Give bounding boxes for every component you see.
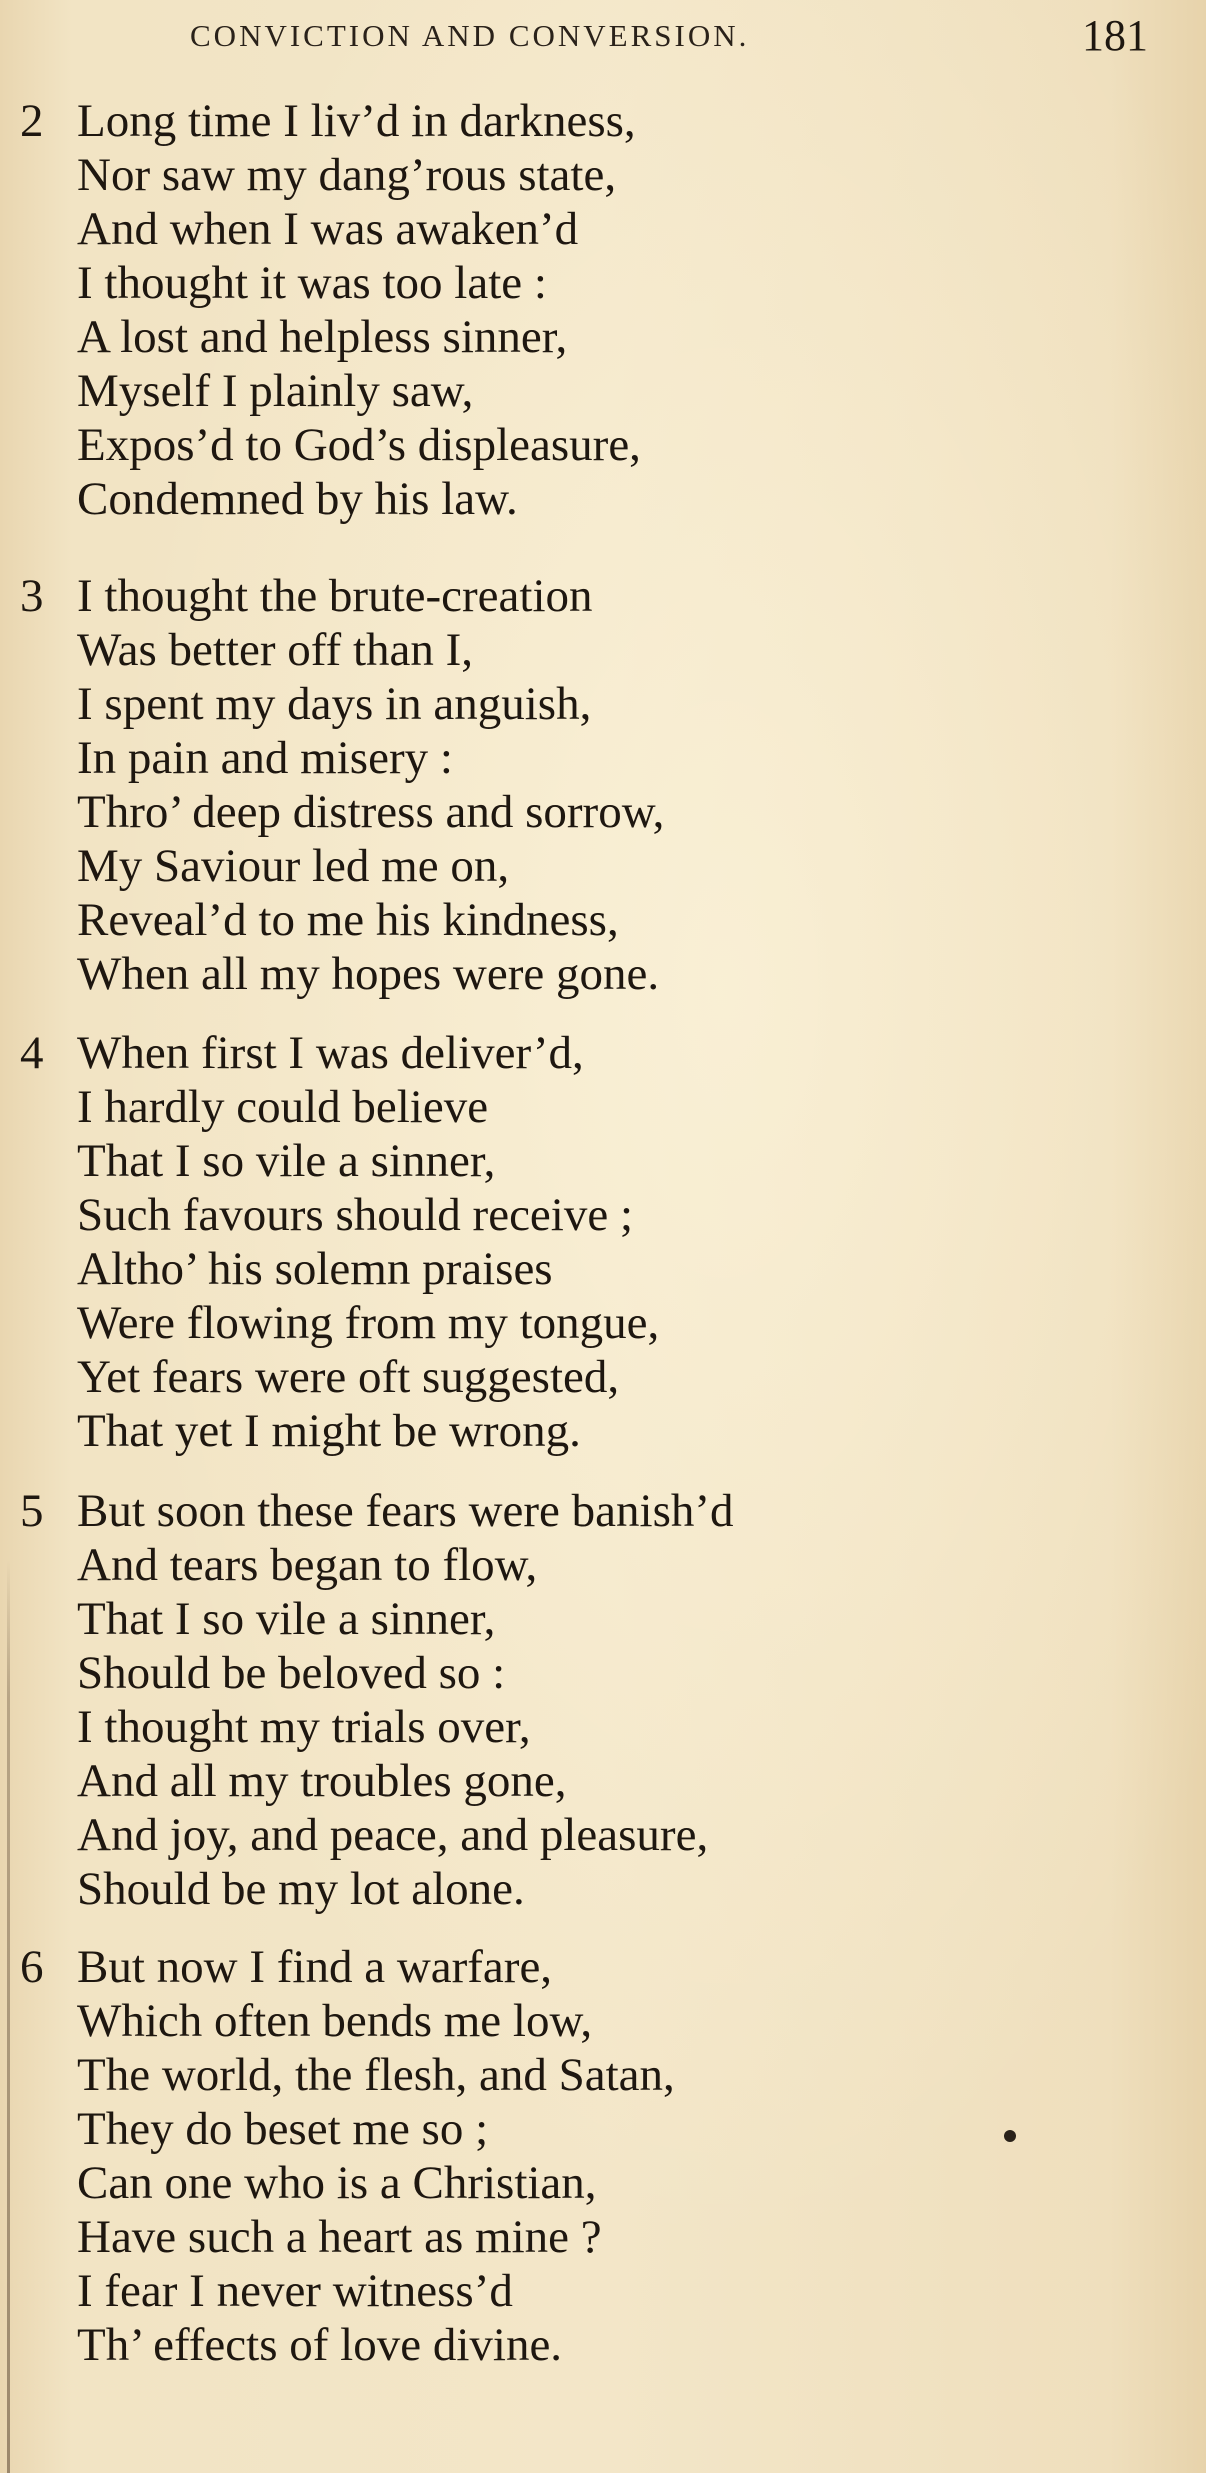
verse-line: Should be beloved so : [77, 1647, 506, 1699]
verse-line: Yet fears were oft suggested, [77, 1351, 620, 1403]
verse-number: 5 [20, 1485, 44, 1537]
verse-line: A lost and helpless sinner, [77, 311, 568, 363]
verse-line: I thought my trials over, [77, 1701, 531, 1753]
verse-line: Condemned by his law. [77, 473, 518, 525]
verse-line: And all my troubles gone, [77, 1755, 567, 1807]
verse-line: My Saviour led me on, [77, 840, 510, 892]
verse-line: Long time I liv’d in darkness, [77, 95, 636, 147]
verse-line: Expos’d to God’s displeasure, [77, 419, 641, 471]
verse-line: Which often bends me low, [77, 1995, 593, 2047]
verse-line: Myself I plainly saw, [77, 365, 474, 417]
running-head: CONVICTION AND CONVERSION. [190, 18, 750, 53]
verse-line: I spent my days in anguish, [77, 678, 592, 730]
verse-line: Have such a heart as mine ? [77, 2211, 602, 2263]
verse-line: In pain and misery : [77, 732, 453, 784]
gutter-shadow [7, 1560, 10, 2473]
verse-line: I fear I never witness’d [77, 2265, 513, 2317]
ink-speck [1004, 2130, 1016, 2142]
verse-line: Altho’ his solemn praises [77, 1243, 553, 1295]
verse-line: But soon these fears were banish’d [77, 1485, 734, 1537]
verse-line: That I so vile a sinner, [77, 1135, 496, 1187]
verse-line: I hardly could believe [77, 1081, 489, 1133]
stanza-lines [77, 569, 664, 1001]
verse-line: Such favours should receive ; [77, 1189, 634, 1241]
verse-line: And when I was awaken’d [77, 203, 579, 255]
verse-line: That I so vile a sinner, [77, 1593, 496, 1645]
stanza-lines [77, 94, 641, 526]
verse-line: When all my hopes were gone. [77, 948, 660, 1000]
verse-number: 2 [20, 95, 44, 147]
verse-line: Thro’ deep distress and sorrow, [77, 786, 665, 838]
verse-line: They do beset me so ; [77, 2103, 489, 2155]
stanza-lines [77, 1026, 659, 1458]
verse-line: And tears began to flow, [77, 1539, 538, 1591]
page-header [0, 10, 1206, 70]
page-number: 181 [1082, 11, 1148, 60]
verse-line: Th’ effects of love divine. [77, 2319, 563, 2371]
verse-line: I thought it was too late : [77, 257, 547, 309]
stanza-lines [77, 1484, 734, 1916]
stanza-lines [77, 1940, 675, 2372]
verse-line: I thought the brute-creation [77, 570, 593, 622]
verse-number: 3 [20, 570, 44, 622]
verse-line: Reveal’d to me his kindness, [77, 894, 619, 946]
verse-number: 6 [20, 1941, 44, 1993]
verse-line: When first I was deliver’d, [77, 1027, 584, 1079]
verse-line: But now I find a warfare, [77, 1941, 553, 1993]
verse-line: Nor saw my dang’rous state, [77, 149, 617, 201]
verse-line: Should be my lot alone. [77, 1863, 525, 1915]
verse-line: That yet I might be wrong. [77, 1405, 581, 1457]
verse-line: And joy, and peace, and pleasure, [77, 1809, 709, 1861]
verse-line: Can one who is a Christian, [77, 2157, 597, 2209]
verse-line: Were flowing from my tongue, [77, 1297, 660, 1349]
verse-number: 4 [20, 1027, 44, 1079]
verse-line: The world, the flesh, and Satan, [77, 2049, 675, 2101]
verse-line: Was better off than I, [77, 624, 474, 676]
